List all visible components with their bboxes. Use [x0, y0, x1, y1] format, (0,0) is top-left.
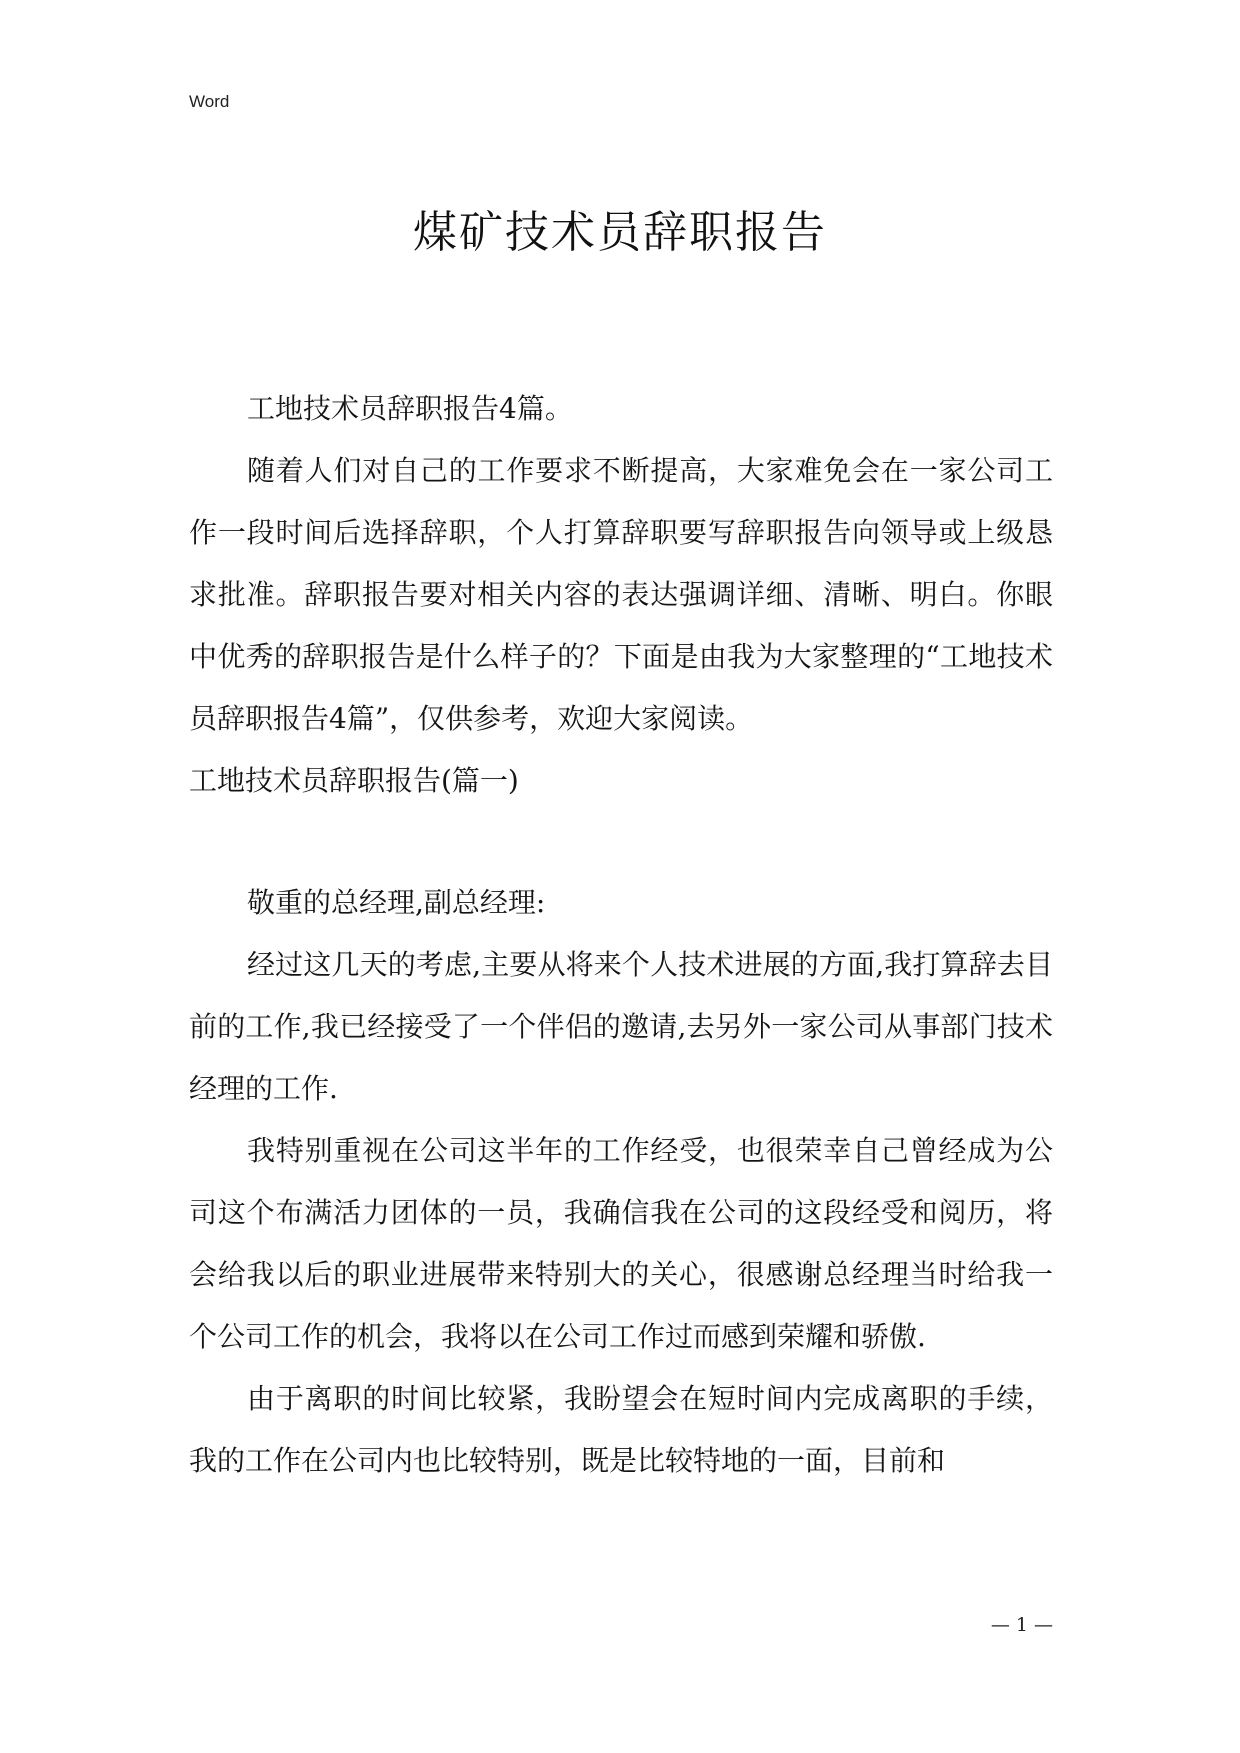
body-paragraph: 由于离职的时间比较紧，我盼望会在短时间内完成离职的手续，我的工作在公司内也比较特别，既是比较特地的一面，目前和: [189, 1382, 1053, 1477]
body-paragraph: 经过这几天的考虑,主要从将来个人技术进展的方面,我打算辞去目前的工作,我已经接受了一个伴侣的邀请,去另外一家公司从事部门技术经理的工作.: [189, 948, 1053, 1105]
document-body: [189, 378, 1053, 1492]
body-paragraph: 我特别重视在公司这半年的工作经受，也很荣幸自己曾经成为公司这个布满活力团体的一员，我确信我在公司的这段经受和阅历，将会给我以后的职业进展带来特别大的关心，很感谢总经理当时给我一个公司工作的机会，我将以在公司工作过而感到荣耀和骄傲.: [189, 1134, 1053, 1353]
summary-paragraph: 随着人们对自己的工作要求不断提高，大家难免会在一家公司工作一段时间后选择辞职，个人打算辞职要写辞职报告向领导或上级恳求批准。辞职报告要对相关内容的表达强调详细、清晰、明白。你眼中优秀的辞职报告是什么样子的？下面是由我为大家整理的“工地技术员辞职报告4篇”，仅供参考，欢迎大家阅读。: [189, 454, 1053, 735]
intro-paragraph: 工地技术员辞职报告4篇。: [247, 392, 573, 425]
page-number: — 1 —: [990, 1614, 1053, 1636]
salutation: 敬重的总经理,副总经理:: [247, 886, 546, 919]
header-word-label: Word: [189, 92, 230, 111]
section-heading: 工地技术员辞职报告(篇一): [189, 764, 519, 797]
document-title: 煤矿技术员辞职报告: [413, 207, 827, 258]
